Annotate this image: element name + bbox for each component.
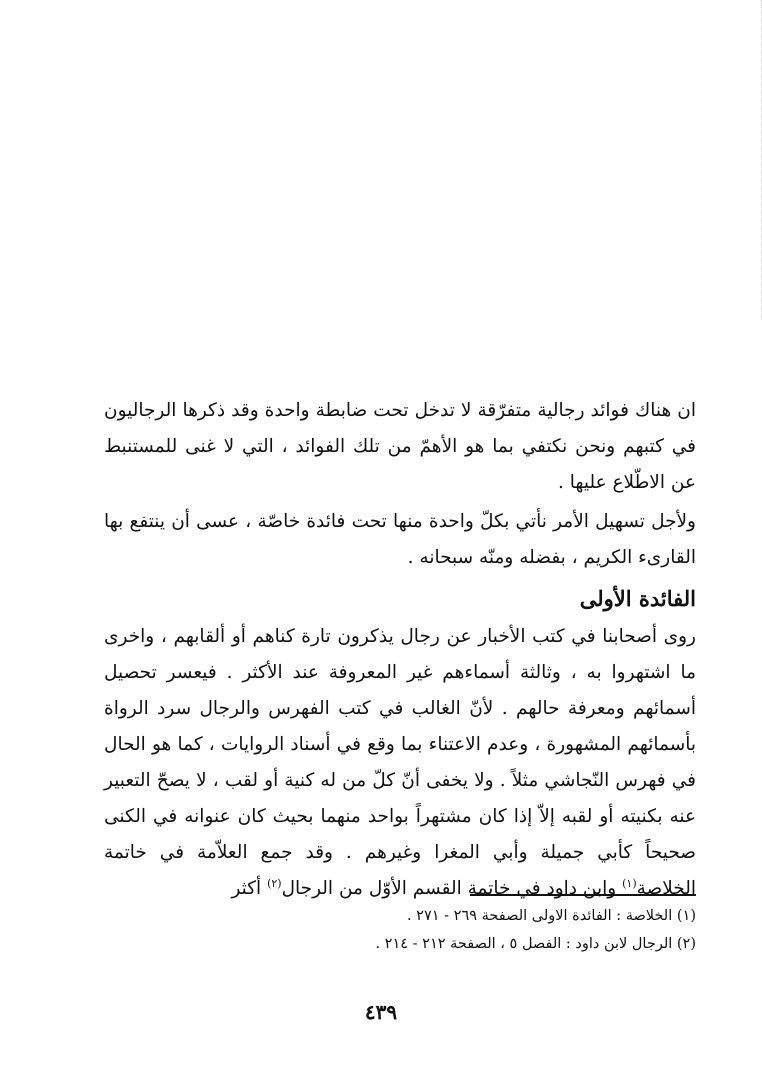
footnote-2: (٢) الرجال لابن داود : الفصل ٥ ، الصفحة ٢١٢ - ٢١٤ . bbox=[375, 936, 696, 952]
second-paragraph: ولأجل تسهيل الأمر نأتي بكلّ واحدة منها تحت فائدة خاصّة ، عسى أن ينتفع بها القارىء الكريم ، بفضله ومنّه سبحانه . bbox=[104, 511, 696, 568]
footnotes bbox=[104, 902, 696, 958]
body-text-part-3: أكثر bbox=[231, 878, 268, 899]
footnote-separator bbox=[470, 894, 696, 896]
page-number: ٤٣٩ bbox=[364, 1000, 398, 1024]
footnote-ref-2: (٢) bbox=[267, 876, 282, 890]
body-text-part-1: روى أصحابنا في كتب الأخبار عن رجال يذكرون تارة كناهم أو ألقابهم ، واخرى ما اشتهروا به ، وثالثة أسماءهم غير المعروفة عند الأكثر . فيعسر تحصيل أسمائهم ومعرفة حالهم . لأنّ الغالب في كتب الفهرس والرجال سرد الرواة بأسمائهم المشهورة ، وعدم الاعتناء بما وقع في أسناد الروايات ، كما هو الحال في فهرس النّجاشي مثلاً . ولا يخفى أنّ كلّ من له كنية أو لقب ، لا يصحّ التعبير عنه بكنيته أو لقبه إلاّ إذا كان مشتهراً بواحد منهما بحيث كان عنوانه في الكنى صحيحاً كأبي جميلة وأبي المغرا وغيرهم . وقد جمع العلاّمة في خاتمة الخلاصة bbox=[104, 626, 696, 899]
intro-paragraph-block bbox=[104, 393, 696, 501]
body-text-part-2: وابن داود في خاتمة القسم الأوّل من الرجال bbox=[281, 878, 623, 899]
body-paragraph bbox=[104, 619, 696, 907]
section-heading: الفائدة الأولى bbox=[579, 586, 696, 611]
footnote-1: (١) الخلاصة : الفائدة الاولى الصفحة ٢٦٩ - ٢٧١ . bbox=[406, 908, 696, 924]
second-paragraph-block bbox=[104, 504, 696, 576]
body-paragraph-block bbox=[104, 619, 696, 907]
intro-paragraph: ان هناك فوائد رجالية متفرّقة لا تدخل تحت ضابطة واحدة وقد ذكرها الرجاليون في كتبهم ونحن نكتفي بما هو الأهمّ من تلك الفوائد ، التي لا غنى للمستنبط عن الاطّلاع عليها . bbox=[104, 400, 696, 493]
page-edge-mark bbox=[757, 0, 762, 320]
footnote-ref-1: (١) bbox=[622, 876, 637, 890]
